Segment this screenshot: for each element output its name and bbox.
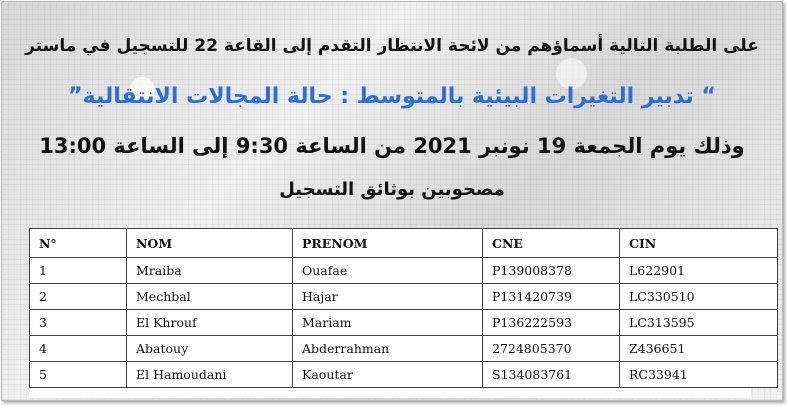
column-header-cin: CIN [620,229,778,258]
students-table-body [30,258,778,388]
column-header-nom: NOM [127,229,293,258]
cell-number: 3 [30,310,127,336]
cell-nom: El Hamoudani [127,362,293,388]
cell-number: 1 [30,258,127,284]
cell-nom: Mechbal [127,284,293,310]
cell-number: 4 [30,336,127,362]
cell-prenom: Mariam [293,310,483,336]
cell-prenom: Ouafae [293,258,483,284]
students-table-header [30,229,778,258]
table-row [30,284,778,310]
cell-prenom: Abderrahman [293,336,483,362]
cell-prenom: Hajar [293,284,483,310]
cell-cin: Z436651 [620,336,778,362]
cell-number: 5 [30,362,127,388]
cell-nom: El Khrouf [127,310,293,336]
required-documents-line: مصحوبين بوثائق التسجيل [279,179,505,200]
cell-cne: P136222593 [483,310,620,336]
cell-cin: RC33941 [620,362,778,388]
students-table-container [29,228,751,398]
table-row [30,336,778,362]
cell-nom: Mraiba [127,258,293,284]
column-header-cne: CNE [483,229,620,258]
cell-cin: LC313595 [620,310,778,336]
table-row [30,362,778,388]
document-frame [1,1,783,401]
cell-prenom: Kaoutar [293,362,483,388]
column-header-number: N° [30,229,127,258]
cell-number: 2 [30,284,127,310]
cell-cin: L622901 [620,258,778,284]
table-row [30,258,778,284]
master-program-title: “ تدبير التغيرات البيئية بالمتوسط : حالة المجالات الانتقالية” [68,84,716,109]
column-header-prenom: PRENOM [293,229,483,258]
cell-cne: S134083761 [483,362,620,388]
table-row [30,310,778,336]
schedule-line: وذلك يوم الجمعة 19 نونبر 2021 من الساعة 9:30 إلى الساعة 13:00 [39,134,745,158]
students-table [29,228,778,388]
announcement-line-1: على الطلبة التالية أسماؤهم من لائحة الانتظار التقدم إلى القاعة 22 للتسجيل في ماستر [25,36,759,56]
cell-cin: LC330510 [620,284,778,310]
cell-cne: 2724805370 [483,336,620,362]
table-header-row [30,229,778,258]
cell-nom: Abatouy [127,336,293,362]
cell-cne: P139008378 [483,258,620,284]
cell-cne: P131420739 [483,284,620,310]
